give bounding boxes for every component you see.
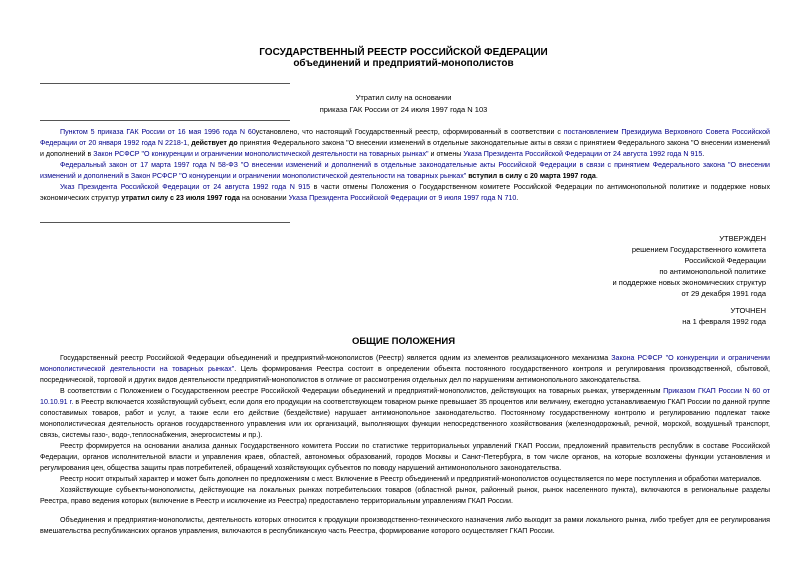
link-decree-915[interactable]: Указа Президента Российской Федерации от 24 августа 1992 года N 915 (463, 150, 703, 158)
link-federal-law-58[interactable]: Федеральный закон от 17 марта 1997 года N 58-ФЗ "О внесении изменений и дополнений в отдельные законодательные акты Российской Федерации в связи с принятием Федерального закона "О внесении изменений и дополнений в Закон РСФСР "О конкуренции и ограничении монополистической деятельности на товарных рынках" (40, 161, 770, 180)
refinement-block: УТОЧНЕН на 1 февраля 1992 года (682, 306, 766, 326)
section-title: ОБЩИЕ ПОЛОЖЕНИЯ (351, 336, 456, 347)
body-paragraph: Объединения и предприятия-монополисты, деятельность которых относится к продукции производственно-технического назначения либо выходит за рамки локального рынка, либо требует для ее регулирования вмешательства республиканских органов управления, включаются в республиканскую часть Реестра, формирование которого осуществляет ГКАП России. (40, 516, 770, 535)
note-paragraph: Пунктом 5 приказа ГАК России от 16 мая 1996 года N 60установлено, что настоящий Государственный реестр, сформированный в соответствии с постановлением Президиума Верховного Совета Российской Федерации от 20 января 1992 года N 2218-1, действует до принятия Федерального закона "О внесении изменений в отдельные законодательные акты в связи с принятием Федерального закона "О внесении изменений и дополнений в Закон РСФСР "О конкуренции и ограничении монополистической деятельности на товарных рынках" и отмены Указа Президента Российской Федерации от 24 августа 1992 года N 915. (40, 128, 770, 158)
divider (40, 222, 290, 223)
link-decree-710[interactable]: Указа Президента Российской Федерации от 9 июля 1997 года N 710 (288, 194, 517, 202)
note-paragraph: Федеральный закон от 17 марта 1997 года N 58-ФЗ "О внесении изменений и дополнений в отдельные законодательные акты Российской Федерации в связи с принятием Федерального закона "О внесении изменений и дополнений в Закон РСФСР "О конкуренции и ограничении монополистической деятельности на товарных рынках" вступил в силу с 20 марта 1997 года. (40, 161, 770, 180)
body-paragraph: В соответствии с Положением о Государственном реестре Российской Федерации объединений и предприятий-монополистов, действующих на товарных рынках, утвержденным Приказом ГКАП России N 60 от 10.10.91 г. в Реестр включается хозяйствующий субъект, если доля его продукции на соответствующем товарном рынке превышает 35 процентов или величину, ежегодно устанавливаемую ГКАП России по данной группе сопоставимых товаров, работ и услуг, а также если его действие (бездействие) нарушает антимонопольное законодательство. Постоянному государственному контролю и регулированию подлежат также монополистическая деятельность органов государственного управления или их организаций, выполняющих функции непосредственного хозяйствования (железнодорожный, речной, морской, воздушный транспорт, связь, системы газо-, водо-,теплоснабжения, энергосистемы и пр.). (40, 387, 770, 439)
note-paragraph: Указ Президента Российской Федерации от 24 августа 1992 года N 915 в части отмены Положения о Государственном комитете Российской Федерации по антимонопольной политике и поддержке новых экономических структур утратил силу с 23 июля 1997 года на основании Указа Президента Российской Федерации от 9 июля 1997 года N 710. (40, 183, 770, 202)
body-paragraph: Реестр формируется на основании анализа данных Государственного комитета России по статистике территориальных управлений ГКАП России, предложений правительств республик в составе Российской Федерации, органов исполнительной власти и управления краев, областей, автономных образований, городов Москвы и Санкт-Петербурга, в том числе органов, на которые возложены функции установления и регулирования цен, общества защиты прав потребителей, обращений хозяйствующих субъектов по поводу нарушений антимонопольного законодательства. (40, 442, 770, 472)
amendment-notes (40, 127, 770, 204)
document-subtitle: объединений и предприятий-монополистов (293, 58, 514, 69)
link-order-gkap-60[interactable]: Приказом ГКАП России N 60 от 10.10.91 г. (40, 387, 770, 406)
divider (40, 120, 290, 121)
body-paragraph: Государственный реестр Российской Федерации объединений и предприятий-монополистов (Реестр) является одним из элементов реализационного механизма Закона РСФСР "О конкуренции и ограничении монополистической деятельности на товарных рынках". Цель формирования Реестра состоит в определении объекта постоянного государственного контроля и регулирования производственной, сбытовой, посреднической, торговой и других видов деятельности предприятий-монополистов в отличие от рассмотрения отдельных дел по нарушениям антимонопольного законодательства. (40, 354, 770, 384)
link-decree-915[interactable]: Указ Президента Российской Федерации от 24 августа 1992 года N 915 (60, 183, 311, 191)
link-competition-law[interactable]: Закон РСФСР "О конкуренции и ограничении монополистической деятельности на товарных рынках" (93, 150, 429, 158)
link-competition-law[interactable]: Закона РСФСР "О конкуренции и ограничении монополистической деятельности на товарных рынках" (40, 354, 770, 373)
body-paragraph: Хозяйствующие субъекты-монополисты, действующие на локальных рынках потребительских товаров (областной рынок, районный рынок, рынок населенного пункта), включаются в региональные разделы Реестра, право ведения которых (включение в Реестр и исключение из Реестра) предоставлено территориальным управлениям ГКАП России. (40, 486, 770, 505)
link-order-60[interactable]: Пунктом 5 приказа ГАК России от 16 мая 1996 года N 60 (60, 128, 256, 136)
link-resolution-2218-1[interactable]: постановлением Президиума Верховного Совета Российской Федерации от 20 января 1992 года N 2218-1 (40, 128, 770, 147)
approval-block: УТВЕРЖДЕН решением Государственного комитета Российской Федерации по антимонопольной политике и поддержке новых экономических структур от 29 декабря 1991 года (612, 234, 766, 298)
document-title: ГОСУДАРСТВЕННЫЙ РЕЕСТР РОССИЙСКОЙ ФЕДЕРАЦИИ (259, 47, 548, 58)
status-line-2: приказа ГАК России от 24 июля 1997 года N 103 (319, 105, 488, 114)
body-paragraph: Реестр носит открытый характер и может быть дополнен по предложениям с мест. Включение в Реестр объединений и предприятий-монополистов осуществляется по мере поступления и обработки материалов. (60, 475, 762, 483)
general-provisions (40, 353, 770, 537)
divider (40, 83, 290, 84)
status-line-1: Утратил силу на основании (355, 93, 452, 102)
